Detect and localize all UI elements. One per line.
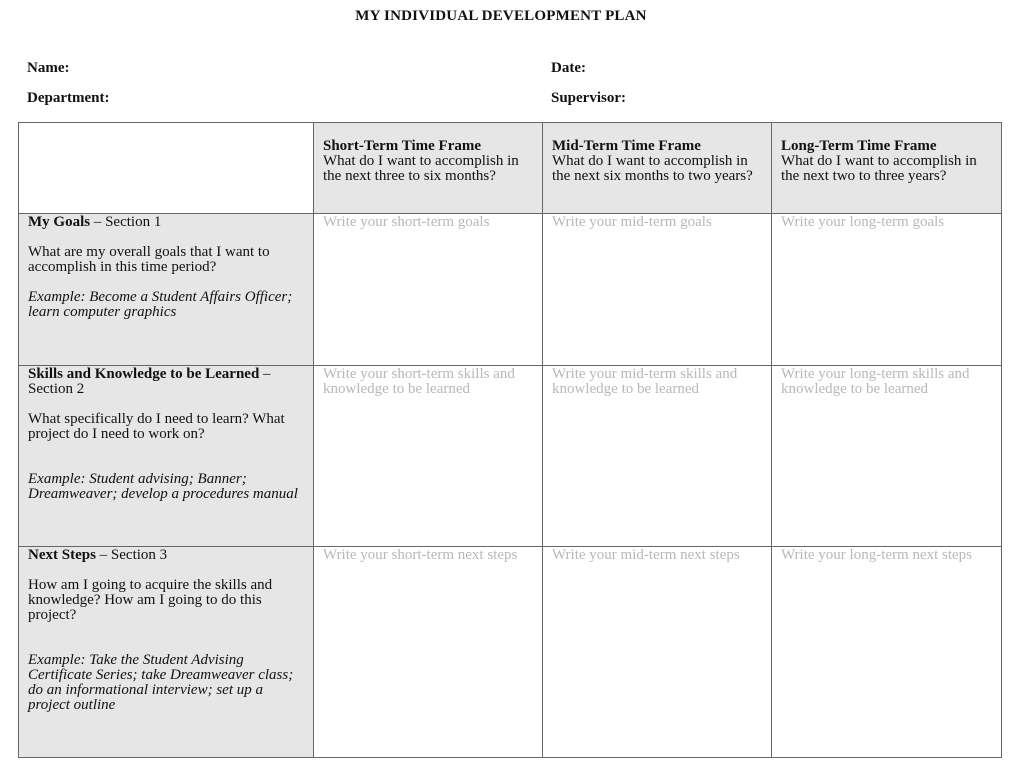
section-label: – Section 2	[28, 366, 271, 397]
section-label: – Section 3	[99, 547, 168, 563]
section-question: What specifically do I need to learn? What project do I need to work on?	[28, 411, 285, 442]
section-example: Example: Take the Student Advising Certificate Series; take Dreamweaver class; do an informational interview; set up a project outline	[28, 652, 294, 713]
mid-term-goals-field[interactable]	[543, 214, 772, 366]
name-label: Name:	[27, 60, 70, 76]
placeholder-text: Write your short-term skills and knowledge to be learned	[323, 366, 515, 397]
header-mid-term	[543, 123, 772, 214]
header-short-term	[314, 123, 543, 214]
section-title: Next Steps	[28, 547, 96, 563]
long-term-skills-field[interactable]	[772, 366, 1002, 547]
column-title: Short-Term Time Frame	[323, 138, 482, 154]
column-title: Long-Term Time Frame	[781, 138, 937, 154]
section-title: My Goals	[28, 214, 91, 230]
date-label: Date:	[551, 60, 586, 76]
section-row-goals	[19, 214, 1002, 366]
long-term-goals-field[interactable]	[772, 214, 1002, 366]
header-row	[19, 123, 1002, 214]
section-question: What are my overall goals that I want to accomplish in this time period?	[28, 244, 270, 275]
column-question: What do I want to accomplish in the next two to three years?	[781, 153, 977, 184]
section-3-cell	[19, 547, 314, 758]
short-term-goals-field[interactable]	[314, 214, 543, 366]
short-term-next-steps-field[interactable]	[314, 547, 543, 758]
section-2-cell	[19, 366, 314, 547]
placeholder-text: Write your long-term next steps	[781, 547, 973, 563]
section-label: – Section 1	[93, 214, 162, 230]
placeholder-text: Write your mid-term next steps	[552, 547, 740, 563]
section-1-cell	[19, 214, 314, 366]
placeholder-text: Write your long-term goals	[781, 214, 945, 230]
long-term-next-steps-field[interactable]	[772, 547, 1002, 758]
section-row-next-steps	[19, 547, 1002, 758]
section-example: Example: Become a Student Affairs Officer; learn computer graphics	[28, 289, 293, 320]
section-question: How am I going to acquire the skills and knowledge? How am I going to do this project?	[28, 577, 273, 623]
supervisor-label: Supervisor:	[551, 90, 626, 106]
short-term-skills-field[interactable]	[314, 366, 543, 547]
placeholder-text: Write your mid-term goals	[552, 214, 712, 230]
section-title: Skills and Knowledge to be Learned	[28, 366, 260, 382]
department-label: Department:	[27, 90, 110, 106]
document-title: MY INDIVIDUAL DEVELOPMENT PLAN	[355, 8, 647, 24]
placeholder-text: Write your short-term next steps	[323, 547, 518, 563]
section-example: Example: Student advising; Banner; Dreamweaver; develop a procedures manual	[28, 471, 298, 502]
placeholder-text: Write your short-term goals	[323, 214, 490, 230]
section-row-skills	[19, 366, 1002, 547]
column-question: What do I want to accomplish in the next six months to two years?	[552, 153, 753, 184]
header-corner-cell	[19, 123, 314, 214]
mid-term-next-steps-field[interactable]	[543, 547, 772, 758]
placeholder-text: Write your mid-term skills and knowledge to be learned	[552, 366, 738, 397]
header-long-term	[772, 123, 1002, 214]
placeholder-text: Write your long-term skills and knowledge to be learned	[781, 366, 970, 397]
development-plan-table	[18, 122, 1002, 758]
mid-term-skills-field[interactable]	[543, 366, 772, 547]
column-question: What do I want to accomplish in the next three to six months?	[323, 153, 519, 184]
column-title: Mid-Term Time Frame	[552, 138, 701, 154]
